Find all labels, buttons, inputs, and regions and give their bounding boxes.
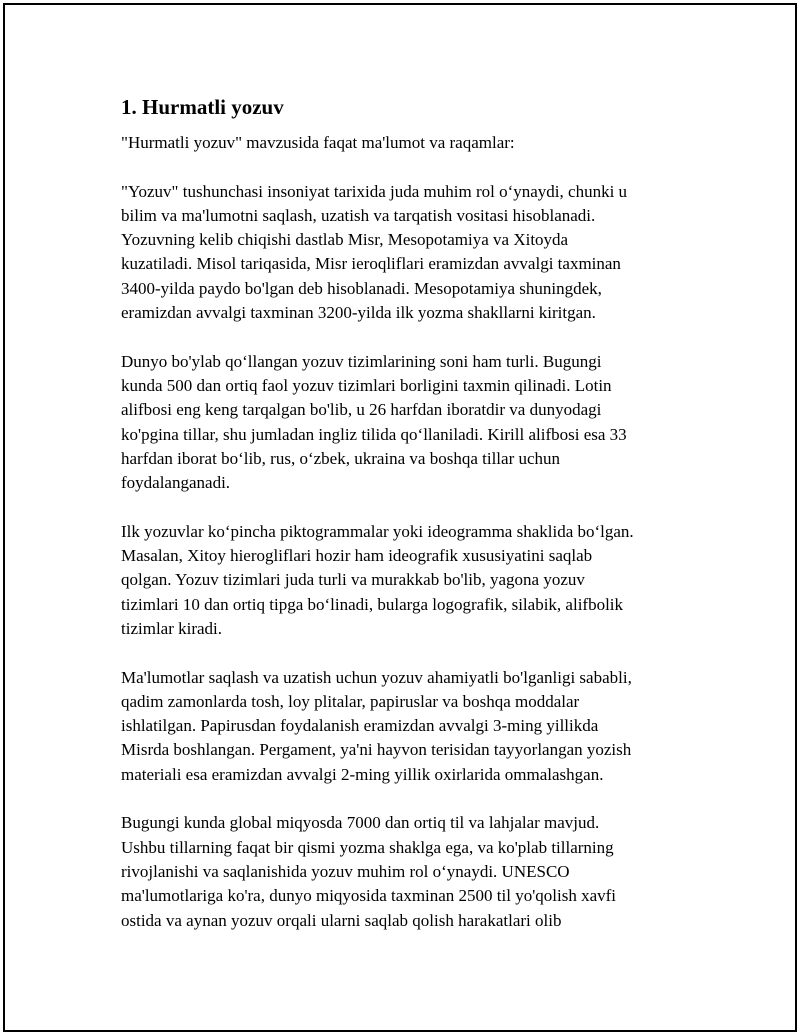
paragraph-gap	[121, 787, 681, 811]
text-line: ma'lumotlariga ko'ra, dunyo miqyosida taxminan 2500 til yo'qolish xavfi	[121, 886, 617, 906]
text-line: qolgan. Yozuv tizimlari juda turli va murakkab bo'lib, yagona yozuv	[121, 570, 585, 590]
text-line: harfdan iborat bo‘lib, rus, o‘zbek, ukraina va boshqa tillar uchun	[121, 448, 561, 468]
text-line: Ilk yozuvlar ko‘pincha piktogrammalar yoki ideogramma shaklida bo‘lgan.	[121, 521, 634, 541]
text-line: bilim va ma'lumotni saqlash, uzatish va tarqatish vositasi hisoblanadi.	[121, 205, 596, 225]
text-line: qadim zamonlarda tosh, loy plitalar, papiruslar va boshqa moddalar	[121, 691, 580, 711]
text-line: kuzatiladi. Misol tariqasida, Misr ieroqliflari eramizdan avvalgi taxminan	[121, 254, 621, 274]
text-line: ko'pgina tillar, shu jumladan ingliz tilida qo‘llaniladi. Kirill alifbosi esa 33	[121, 424, 627, 444]
paragraph	[121, 520, 681, 641]
text-line: kunda 500 dan ortiq faol yozuv tizimlari borligini taxmin qilinadi. Lotin	[121, 375, 612, 395]
text-line: Misrda boshlangan. Pergament, ya'ni hayvon terisidan tayyorlangan yozish	[121, 740, 632, 760]
paragraph-gap	[121, 325, 681, 349]
text-line: alifbosi eng keng tarqalgan bo'lib, u 26 harfdan iboratdir va dunyodagi	[121, 400, 602, 420]
text-line: Yozuvning kelib chiqishi dastlab Misr, Mesopotamiya va Xitoyda	[121, 230, 569, 250]
text-line: "Yozuv" tushunchasi insoniyat tarixida juda muhim rol o‘ynaydi, chunki u	[121, 181, 628, 201]
paragraph-gap	[121, 495, 681, 519]
text-line: Ushbu tillarning faqat bir qismi yozma shaklga ega, va ko'plab tillarning	[121, 837, 614, 857]
section-heading: 1. Hurmatli yozuv	[121, 95, 284, 119]
paragraph	[121, 180, 681, 326]
document-body	[121, 93, 681, 933]
text-line: materiali esa eramizdan avvalgi 2-ming yillik oxirlarida ommalashgan.	[121, 764, 604, 784]
text-line: ostida va aynan yozuv orqali ularni saqlab qolish harakatlari olib	[121, 910, 562, 930]
intro-line: "Hurmatli yozuv" mavzusida faqat ma'lumot va raqamlar:	[121, 133, 515, 152]
paragraph-gap	[121, 641, 681, 665]
text-line: 3400-yilda paydo bo'lgan deb hisoblanadi. Mesopotamiya shuningdek,	[121, 278, 602, 298]
text-line: ishlatilgan. Papirusdan foydalanish eramizdan avvalgi 3-ming yillikda	[121, 716, 599, 736]
document-page	[3, 3, 797, 1032]
text-line: Dunyo bo'ylab qo‘llangan yozuv tizimlarining soni ham turli. Bugungi	[121, 351, 602, 371]
paragraph	[121, 350, 681, 496]
paragraph	[121, 666, 681, 787]
text-line: Bugungi kunda global miqyosda 7000 dan ortiq til va lahjalar mavjud.	[121, 813, 600, 833]
text-line: foydalanganadi.	[121, 473, 231, 493]
text-line: Ma'lumotlar saqlash va uzatish uchun yozuv ahamiyatli bo'lganligi sababli,	[121, 667, 632, 687]
paragraph-gap	[121, 155, 681, 179]
text-line: tizimlari 10 dan ortiq tipga bo‘linadi, bularga logografik, silabik, alifbolik	[121, 594, 624, 614]
text-line: tizimlar kiradi.	[121, 618, 223, 638]
text-line: Masalan, Xitoy hierogliflari hozir ham ideografik xususiyatini saqlab	[121, 546, 593, 566]
text-line: eramizdan avvalgi taxminan 3200-yilda ilk yozma shakllarni kiritgan.	[121, 303, 596, 323]
text-line: rivojlanishi va saqlanishida yozuv muhim rol o‘ynaydi. UNESCO	[121, 861, 570, 881]
paragraph	[121, 811, 681, 932]
